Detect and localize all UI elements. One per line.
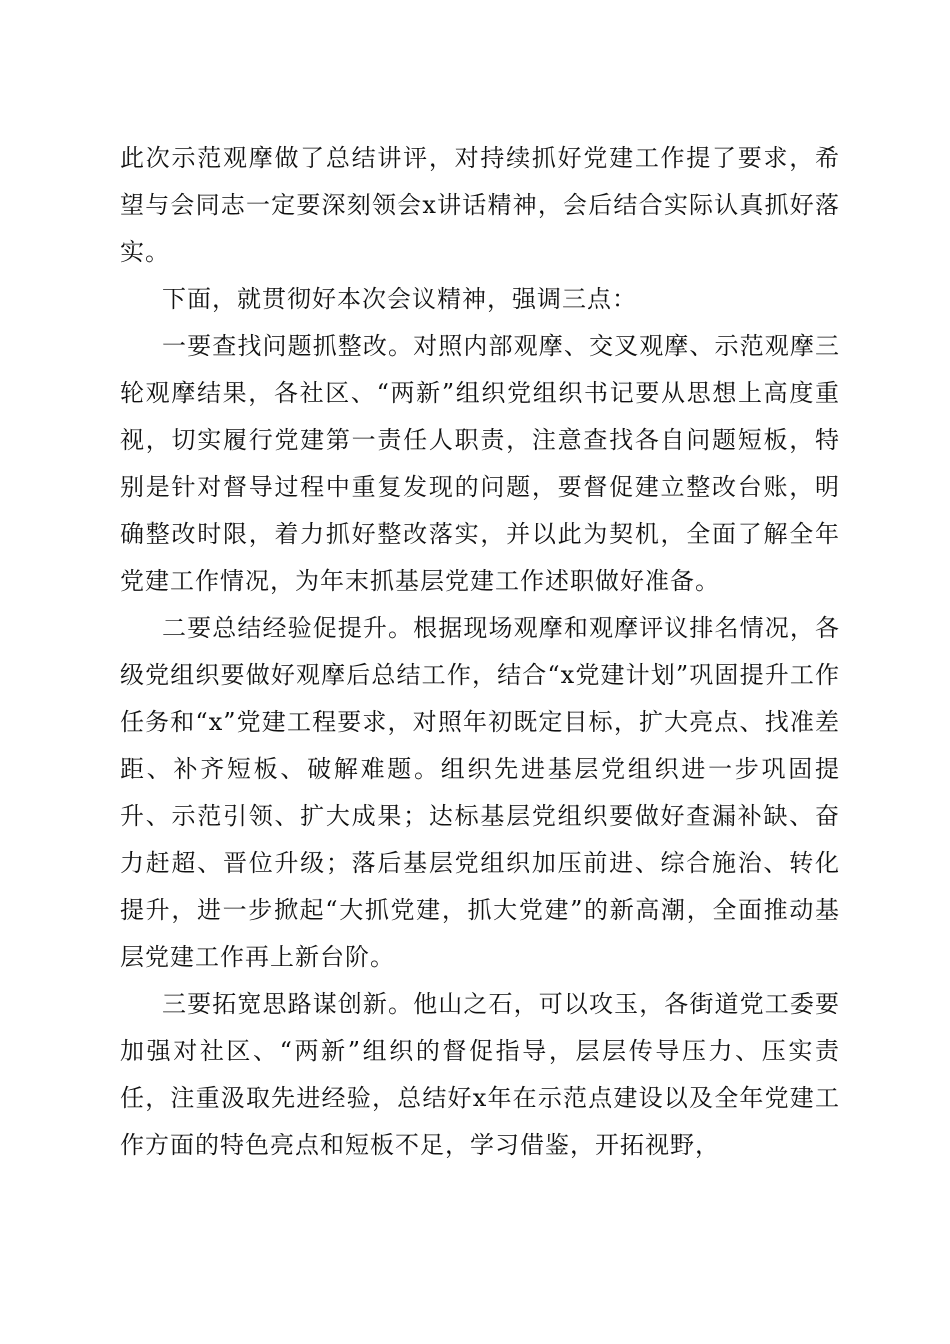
document-body <box>120 135 840 1169</box>
paragraph-point-three: 三要拓宽思路谋创新。他山之石，可以攻玉，各街道党工委要加强对社区、“两新”组织的督促指导，层层传导压力、压实责任，注重汲取先进经验，总结好x年在示范点建设以及全年党建工作方面的特色亮点和短板不足，学习借鉴，开拓视野， <box>120 990 840 1159</box>
paragraph-point-two: 二要总结经验促提升。根据现场观摩和观摩评议排名情况，各级党组织要做好观摩后总结工作，结合“x党建计划”巩固提升工作任务和“x”党建工程要求，对照年初既定目标，扩大亮点、找准差距、补齐短板、破解难题。组织先进基层党组织进一步巩固提升、示范引领、扩大成果；达标基层党组织要做好查漏补缺、奋力赶超、晋位升级；落后基层党组织加压前进、综合施治、转化提升，进一步掀起“大抓党建，抓大党建”的新高潮，全面推动基层党建工作再上新台阶。 <box>120 614 840 971</box>
paragraph-intro: 下面，就贯彻好本次会议精神，强调三点： <box>162 285 637 313</box>
paragraph-summary: 此次示范观摩做了总结讲评，对持续抓好党建工作提了要求，希望与会同志一定要深刻领会x讲话精神，会后结合实际认真抓好落实。 <box>120 144 840 266</box>
paragraph-point-one: 一要查找问题抓整改。对照内部观摩、交叉观摩、示范观摩三轮观摩结果，各社区、“两新”组织党组织书记要从思想上高度重视，切实履行党建第一责任人职责，注意查找各自问题短板，特别是针对督导过程中重复发现的问题，要督促建立整改台账，明确整改时限，着力抓好整改落实，并以此为契机，全面了解全年党建工作情况，为年末抓基层党建工作述职做好准备。 <box>120 332 840 595</box>
